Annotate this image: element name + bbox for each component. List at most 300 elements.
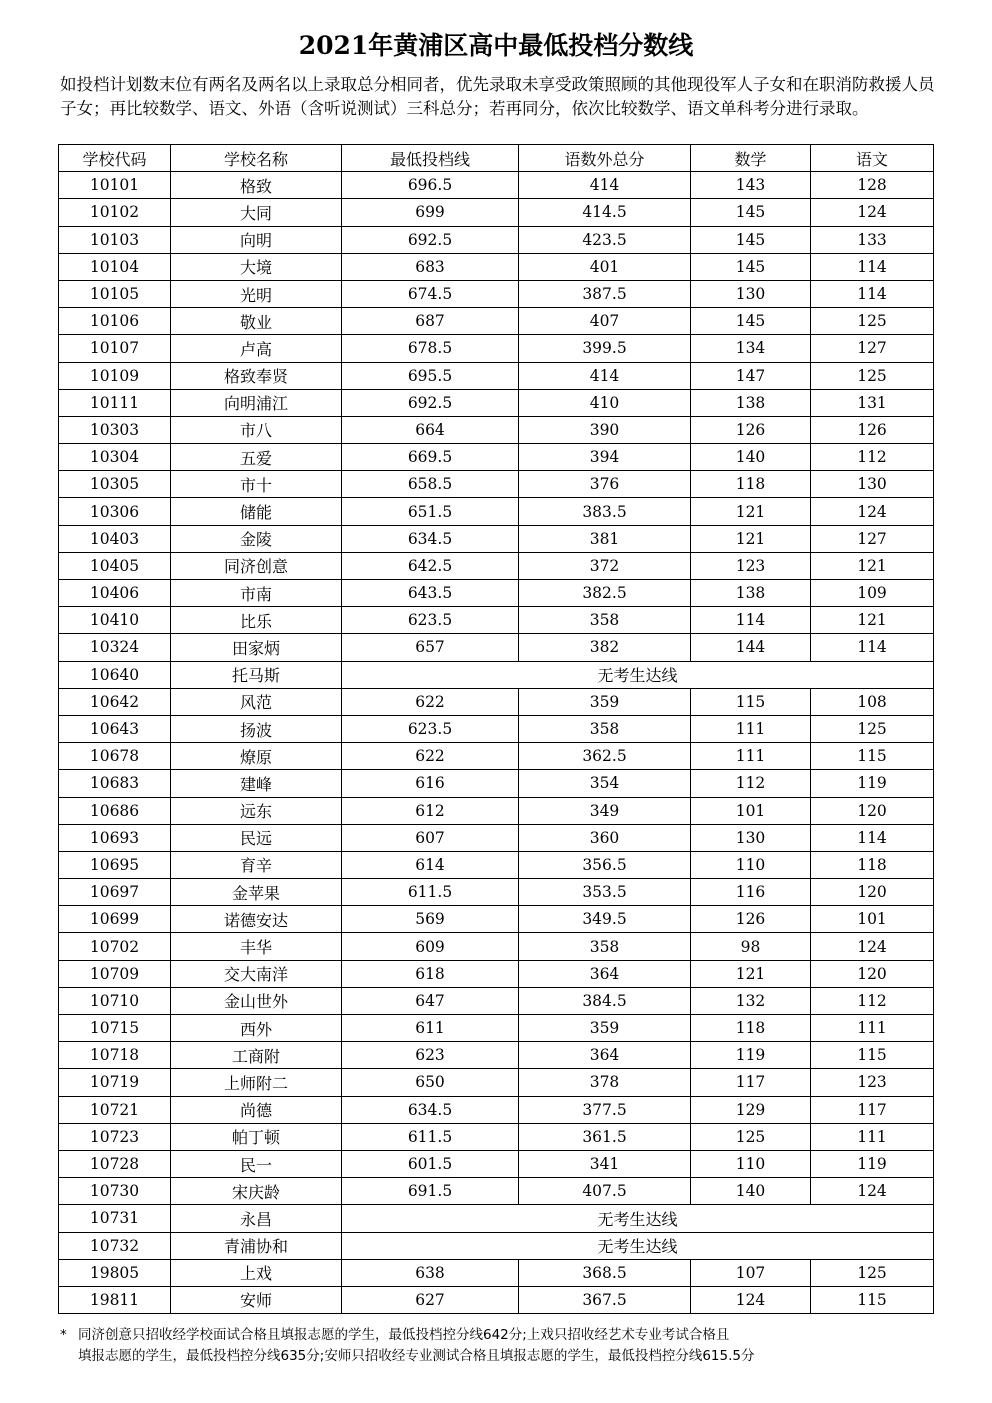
min-score-cell: 643.5 [342, 580, 519, 607]
min-score-cell: 634.5 [342, 1096, 519, 1123]
table-row [59, 1150, 934, 1177]
min-score-cell: 650 [342, 1069, 519, 1096]
school-name-cell: 五爱 [171, 444, 342, 471]
table-header-row [59, 145, 934, 172]
school-name-cell: 燎原 [171, 743, 342, 770]
chinese-score-cell: 111 [811, 1123, 934, 1150]
school-name-cell: 风范 [171, 688, 342, 715]
school-code-cell: 10702 [59, 933, 171, 960]
table-row [59, 1069, 934, 1096]
min-score-cell: 687 [342, 308, 519, 335]
school-code-cell: 10643 [59, 715, 171, 742]
min-score-cell: 611 [342, 1015, 519, 1042]
table-row [59, 851, 934, 878]
school-name-cell: 宋庆龄 [171, 1178, 342, 1205]
school-code-cell: 10721 [59, 1096, 171, 1123]
min-score-cell: 664 [342, 416, 519, 443]
chinese-score-cell: 124 [811, 1178, 934, 1205]
chinese-score-cell: 125 [811, 1259, 934, 1286]
math-score-cell: 138 [691, 580, 811, 607]
math-score-cell: 111 [691, 715, 811, 742]
total-score-cell: 414.5 [519, 199, 691, 226]
min-score-cell: 611.5 [342, 1123, 519, 1150]
min-score-cell: 669.5 [342, 444, 519, 471]
school-code-cell: 10683 [59, 770, 171, 797]
total-score-cell: 382 [519, 634, 691, 661]
chinese-score-cell: 112 [811, 987, 934, 1014]
math-score-cell: 121 [691, 498, 811, 525]
school-name-cell: 大境 [171, 253, 342, 280]
table-row [59, 824, 934, 851]
school-name-cell: 上戏 [171, 1259, 342, 1286]
chinese-score-cell: 115 [811, 743, 934, 770]
school-name-cell: 市南 [171, 580, 342, 607]
school-name-cell: 上师附二 [171, 1069, 342, 1096]
table-row [59, 1123, 934, 1150]
total-score-cell: 383.5 [519, 498, 691, 525]
math-score-cell: 111 [691, 743, 811, 770]
table-row [59, 525, 934, 552]
chinese-score-cell: 115 [811, 1042, 934, 1069]
table-row [59, 933, 934, 960]
school-code-cell: 10111 [59, 389, 171, 416]
total-score-cell: 359 [519, 1015, 691, 1042]
min-score-cell: 678.5 [342, 335, 519, 362]
school-name-cell: 金山世外 [171, 987, 342, 1014]
school-code-cell: 10642 [59, 688, 171, 715]
footnote [60, 1325, 936, 1367]
min-score-cell: 658.5 [342, 471, 519, 498]
total-score-cell: 382.5 [519, 580, 691, 607]
table-row [59, 879, 934, 906]
school-name-cell: 比乐 [171, 607, 342, 634]
total-score-cell: 359 [519, 688, 691, 715]
chinese-score-cell: 120 [811, 797, 934, 824]
math-score-cell: 134 [691, 335, 811, 362]
table-row [59, 389, 934, 416]
min-score-cell: 622 [342, 743, 519, 770]
school-name-cell: 田家炳 [171, 634, 342, 661]
min-score-cell: 569 [342, 906, 519, 933]
school-code-cell: 10101 [59, 172, 171, 199]
school-name-cell: 建峰 [171, 770, 342, 797]
table-row [59, 1015, 934, 1042]
math-score-cell: 147 [691, 362, 811, 389]
table-row [59, 1205, 934, 1232]
math-score-cell: 130 [691, 824, 811, 851]
total-score-cell: 384.5 [519, 987, 691, 1014]
table-row [59, 770, 934, 797]
min-score-cell: 622 [342, 688, 519, 715]
min-score-cell: 691.5 [342, 1178, 519, 1205]
chinese-score-cell: 121 [811, 552, 934, 579]
table-row [59, 308, 934, 335]
min-score-cell: 614 [342, 851, 519, 878]
school-name-cell: 格致奉贤 [171, 362, 342, 389]
chinese-score-cell: 126 [811, 416, 934, 443]
min-score-cell: 647 [342, 987, 519, 1014]
chinese-score-cell: 114 [811, 253, 934, 280]
math-score-cell: 110 [691, 851, 811, 878]
school-name-cell: 西外 [171, 1015, 342, 1042]
school-name-cell: 诺德安达 [171, 906, 342, 933]
chinese-score-cell: 120 [811, 960, 934, 987]
score-table [58, 144, 934, 1314]
school-code-cell: 10303 [59, 416, 171, 443]
table-row [59, 335, 934, 362]
min-score-cell: 638 [342, 1259, 519, 1286]
school-code-cell: 10105 [59, 280, 171, 307]
chinese-score-cell: 120 [811, 879, 934, 906]
school-code-cell: 10102 [59, 199, 171, 226]
chinese-score-cell: 127 [811, 335, 934, 362]
math-score-cell: 98 [691, 933, 811, 960]
table-row [59, 471, 934, 498]
min-score-cell: 634.5 [342, 525, 519, 552]
school-code-cell: 10305 [59, 471, 171, 498]
table-row [59, 580, 934, 607]
min-score-cell: 683 [342, 253, 519, 280]
math-score-cell: 126 [691, 906, 811, 933]
school-name-cell: 同济创意 [171, 552, 342, 579]
school-code-cell: 19811 [59, 1286, 171, 1313]
total-score-cell: 358 [519, 607, 691, 634]
school-name-cell: 向明 [171, 226, 342, 253]
table-row [59, 661, 934, 688]
math-score-cell: 121 [691, 960, 811, 987]
chinese-score-cell: 115 [811, 1286, 934, 1313]
min-score-cell: 612 [342, 797, 519, 824]
total-score-cell: 364 [519, 1042, 691, 1069]
table-row [59, 1286, 934, 1313]
math-score-cell: 118 [691, 1015, 811, 1042]
math-score-cell: 145 [691, 226, 811, 253]
school-name-cell: 尚德 [171, 1096, 342, 1123]
school-name-cell: 永昌 [171, 1205, 342, 1232]
chinese-score-cell: 133 [811, 226, 934, 253]
total-score-cell: 341 [519, 1150, 691, 1177]
math-score-cell: 145 [691, 253, 811, 280]
math-score-cell: 121 [691, 525, 811, 552]
table-row [59, 226, 934, 253]
min-score-cell: 657 [342, 634, 519, 661]
table-row [59, 634, 934, 661]
table-row [59, 199, 934, 226]
chinese-score-cell: 127 [811, 525, 934, 552]
total-score-cell: 378 [519, 1069, 691, 1096]
total-score-cell: 394 [519, 444, 691, 471]
math-score-cell: 145 [691, 199, 811, 226]
math-score-cell: 107 [691, 1259, 811, 1286]
school-name-cell: 工商附 [171, 1042, 342, 1069]
chinese-score-cell: 119 [811, 1150, 934, 1177]
table-row [59, 715, 934, 742]
school-code-cell: 10103 [59, 226, 171, 253]
school-name-cell: 安师 [171, 1286, 342, 1313]
math-score-cell: 143 [691, 172, 811, 199]
math-score-cell: 144 [691, 634, 811, 661]
school-name-cell: 市十 [171, 471, 342, 498]
math-score-cell: 119 [691, 1042, 811, 1069]
school-code-cell: 10697 [59, 879, 171, 906]
school-name-cell: 托马斯 [171, 661, 342, 688]
chinese-score-cell: 101 [811, 906, 934, 933]
math-score-cell: 123 [691, 552, 811, 579]
school-code-cell: 10710 [59, 987, 171, 1014]
school-code-cell: 10732 [59, 1232, 171, 1259]
total-score-cell: 367.5 [519, 1286, 691, 1313]
school-code-cell: 10730 [59, 1178, 171, 1205]
total-score-cell: 358 [519, 933, 691, 960]
total-score-cell: 387.5 [519, 280, 691, 307]
min-score-cell: 623.5 [342, 715, 519, 742]
chinese-score-cell: 123 [811, 1069, 934, 1096]
table-row [59, 416, 934, 443]
total-score-cell: 361.5 [519, 1123, 691, 1150]
chinese-score-cell: 114 [811, 824, 934, 851]
chinese-score-cell: 125 [811, 362, 934, 389]
school-code-cell: 10719 [59, 1069, 171, 1096]
total-score-cell: 372 [519, 552, 691, 579]
min-score-cell: 674.5 [342, 280, 519, 307]
school-code-cell: 10304 [59, 444, 171, 471]
chinese-score-cell: 128 [811, 172, 934, 199]
math-score-cell: 140 [691, 1178, 811, 1205]
table-row [59, 688, 934, 715]
math-score-cell: 132 [691, 987, 811, 1014]
chinese-score-cell: 119 [811, 770, 934, 797]
school-code-cell: 10640 [59, 661, 171, 688]
table-row [59, 906, 934, 933]
min-score-cell: 609 [342, 933, 519, 960]
table-row [59, 280, 934, 307]
school-name-cell: 储能 [171, 498, 342, 525]
min-score-cell: 651.5 [342, 498, 519, 525]
total-score-cell: 381 [519, 525, 691, 552]
school-code-cell: 10324 [59, 634, 171, 661]
school-code-cell: 10715 [59, 1015, 171, 1042]
math-score-cell: 140 [691, 444, 811, 471]
footnote-line-2: 填报志愿的学生，最低投档控分线635分;安师只招收经专业测试合格且填报志愿的学生，最低投档控分线615.5分 [78, 1348, 755, 1364]
school-name-cell: 民一 [171, 1150, 342, 1177]
chinese-score-cell: 131 [811, 389, 934, 416]
total-score-cell: 368.5 [519, 1259, 691, 1286]
school-name-cell: 育辛 [171, 851, 342, 878]
school-name-cell: 青浦协和 [171, 1232, 342, 1259]
min-score-cell: 627 [342, 1286, 519, 1313]
math-score-cell: 145 [691, 308, 811, 335]
header-math: 数学 [691, 145, 811, 172]
school-code-cell: 10718 [59, 1042, 171, 1069]
min-score-cell: 696.5 [342, 172, 519, 199]
math-score-cell: 110 [691, 1150, 811, 1177]
chinese-score-cell: 124 [811, 498, 934, 525]
school-name-cell: 金苹果 [171, 879, 342, 906]
page-title: 2021年黄浦区高中最低投档分数线 [298, 31, 694, 60]
header-min-score: 最低投档线 [342, 145, 519, 172]
school-code-cell: 10678 [59, 743, 171, 770]
school-name-cell: 交大南洋 [171, 960, 342, 987]
chinese-score-cell: 118 [811, 851, 934, 878]
school-code-cell: 10406 [59, 580, 171, 607]
school-name-cell: 敬业 [171, 308, 342, 335]
table-row [59, 1259, 934, 1286]
total-score-cell: 410 [519, 389, 691, 416]
table-row [59, 607, 934, 634]
total-score-cell: 349.5 [519, 906, 691, 933]
no-pass-cell: 无考生达线 [342, 1232, 934, 1259]
school-code-cell: 10686 [59, 797, 171, 824]
total-score-cell: 356.5 [519, 851, 691, 878]
school-name-cell: 卢高 [171, 335, 342, 362]
table-row [59, 797, 934, 824]
no-pass-cell: 无考生达线 [342, 661, 934, 688]
table-row [59, 1232, 934, 1259]
chinese-score-cell: 114 [811, 634, 934, 661]
min-score-cell: 692.5 [342, 389, 519, 416]
total-score-cell: 353.5 [519, 879, 691, 906]
school-code-cell: 10709 [59, 960, 171, 987]
total-score-cell: 414 [519, 362, 691, 389]
math-score-cell: 125 [691, 1123, 811, 1150]
school-code-cell: 10410 [59, 607, 171, 634]
school-code-cell: 10403 [59, 525, 171, 552]
total-score-cell: 407.5 [519, 1178, 691, 1205]
total-score-cell: 360 [519, 824, 691, 851]
total-score-cell: 401 [519, 253, 691, 280]
table-row [59, 987, 934, 1014]
math-score-cell: 116 [691, 879, 811, 906]
table-row [59, 552, 934, 579]
chinese-score-cell: 112 [811, 444, 934, 471]
school-code-cell: 19805 [59, 1259, 171, 1286]
math-score-cell: 126 [691, 416, 811, 443]
math-score-cell: 117 [691, 1069, 811, 1096]
min-score-cell: 607 [342, 824, 519, 851]
total-score-cell: 377.5 [519, 1096, 691, 1123]
total-score-cell: 399.5 [519, 335, 691, 362]
header-chinese: 语文 [811, 145, 934, 172]
total-score-cell: 414 [519, 172, 691, 199]
chinese-score-cell: 124 [811, 199, 934, 226]
table-row [59, 172, 934, 199]
school-name-cell: 民远 [171, 824, 342, 851]
chinese-score-cell: 124 [811, 933, 934, 960]
total-score-cell: 407 [519, 308, 691, 335]
chinese-score-cell: 117 [811, 1096, 934, 1123]
no-pass-cell: 无考生达线 [342, 1205, 934, 1232]
school-name-cell: 扬波 [171, 715, 342, 742]
table-row [59, 743, 934, 770]
total-score-cell: 354 [519, 770, 691, 797]
school-code-cell: 10306 [59, 498, 171, 525]
min-score-cell: 616 [342, 770, 519, 797]
total-score-cell: 349 [519, 797, 691, 824]
school-code-cell: 10728 [59, 1150, 171, 1177]
chinese-score-cell: 121 [811, 607, 934, 634]
footnote-mark: * [60, 1327, 67, 1343]
math-score-cell: 138 [691, 389, 811, 416]
table-row [59, 1178, 934, 1205]
chinese-score-cell: 125 [811, 308, 934, 335]
school-name-cell: 格致 [171, 172, 342, 199]
total-score-cell: 423.5 [519, 226, 691, 253]
school-code-cell: 10693 [59, 824, 171, 851]
math-score-cell: 124 [691, 1286, 811, 1313]
min-score-cell: 699 [342, 199, 519, 226]
header-school-name: 学校名称 [171, 145, 342, 172]
math-score-cell: 101 [691, 797, 811, 824]
school-code-cell: 10695 [59, 851, 171, 878]
header-total-score: 语数外总分 [519, 145, 691, 172]
school-name-cell: 金陵 [171, 525, 342, 552]
math-score-cell: 115 [691, 688, 811, 715]
total-score-cell: 358 [519, 715, 691, 742]
table-row [59, 1042, 934, 1069]
chinese-score-cell: 111 [811, 1015, 934, 1042]
math-score-cell: 118 [691, 471, 811, 498]
total-score-cell: 390 [519, 416, 691, 443]
school-name-cell: 光明 [171, 280, 342, 307]
school-code-cell: 10405 [59, 552, 171, 579]
school-name-cell: 帕丁顿 [171, 1123, 342, 1150]
min-score-cell: 611.5 [342, 879, 519, 906]
table-row [59, 444, 934, 471]
math-score-cell: 114 [691, 607, 811, 634]
school-code-cell: 10107 [59, 335, 171, 362]
min-score-cell: 642.5 [342, 552, 519, 579]
table-row [59, 362, 934, 389]
school-code-cell: 10109 [59, 362, 171, 389]
school-code-cell: 10106 [59, 308, 171, 335]
total-score-cell: 362.5 [519, 743, 691, 770]
min-score-cell: 695.5 [342, 362, 519, 389]
school-name-cell: 丰华 [171, 933, 342, 960]
school-name-cell: 远东 [171, 797, 342, 824]
min-score-cell: 692.5 [342, 226, 519, 253]
chinese-score-cell: 114 [811, 280, 934, 307]
table-row [59, 960, 934, 987]
header-school-code: 学校代码 [59, 145, 171, 172]
min-score-cell: 618 [342, 960, 519, 987]
min-score-cell: 623 [342, 1042, 519, 1069]
school-name-cell: 大同 [171, 199, 342, 226]
footnote-line-1: 同济创意只招收经学校面试合格且填报志愿的学生，最低投档控分线642分;上戏只招收经艺术专业考试合格且 [78, 1327, 730, 1343]
school-code-cell: 10699 [59, 906, 171, 933]
min-score-cell: 601.5 [342, 1150, 519, 1177]
math-score-cell: 112 [691, 770, 811, 797]
table-row [59, 253, 934, 280]
total-score-cell: 364 [519, 960, 691, 987]
table-row [59, 498, 934, 525]
score-table-body [59, 172, 934, 1314]
chinese-score-cell: 108 [811, 688, 934, 715]
chinese-score-cell: 125 [811, 715, 934, 742]
school-code-cell: 10723 [59, 1123, 171, 1150]
table-row [59, 1096, 934, 1123]
total-score-cell: 376 [519, 471, 691, 498]
school-name-cell: 向明浦江 [171, 389, 342, 416]
intro-paragraph: 如投档计划数末位有两名及两名以上录取总分相同者，优先录取未享受政策照顾的其他现役军人子女和在职消防救援人员子女；再比较数学、语文、外语（含听说测试）三科总分；若再同分，依次比较数学、语文单科考分进行录取。 [60, 75, 935, 118]
math-score-cell: 130 [691, 280, 811, 307]
math-score-cell: 129 [691, 1096, 811, 1123]
chinese-score-cell: 130 [811, 471, 934, 498]
school-name-cell: 市八 [171, 416, 342, 443]
school-code-cell: 10104 [59, 253, 171, 280]
school-code-cell: 10731 [59, 1205, 171, 1232]
min-score-cell: 623.5 [342, 607, 519, 634]
chinese-score-cell: 109 [811, 580, 934, 607]
